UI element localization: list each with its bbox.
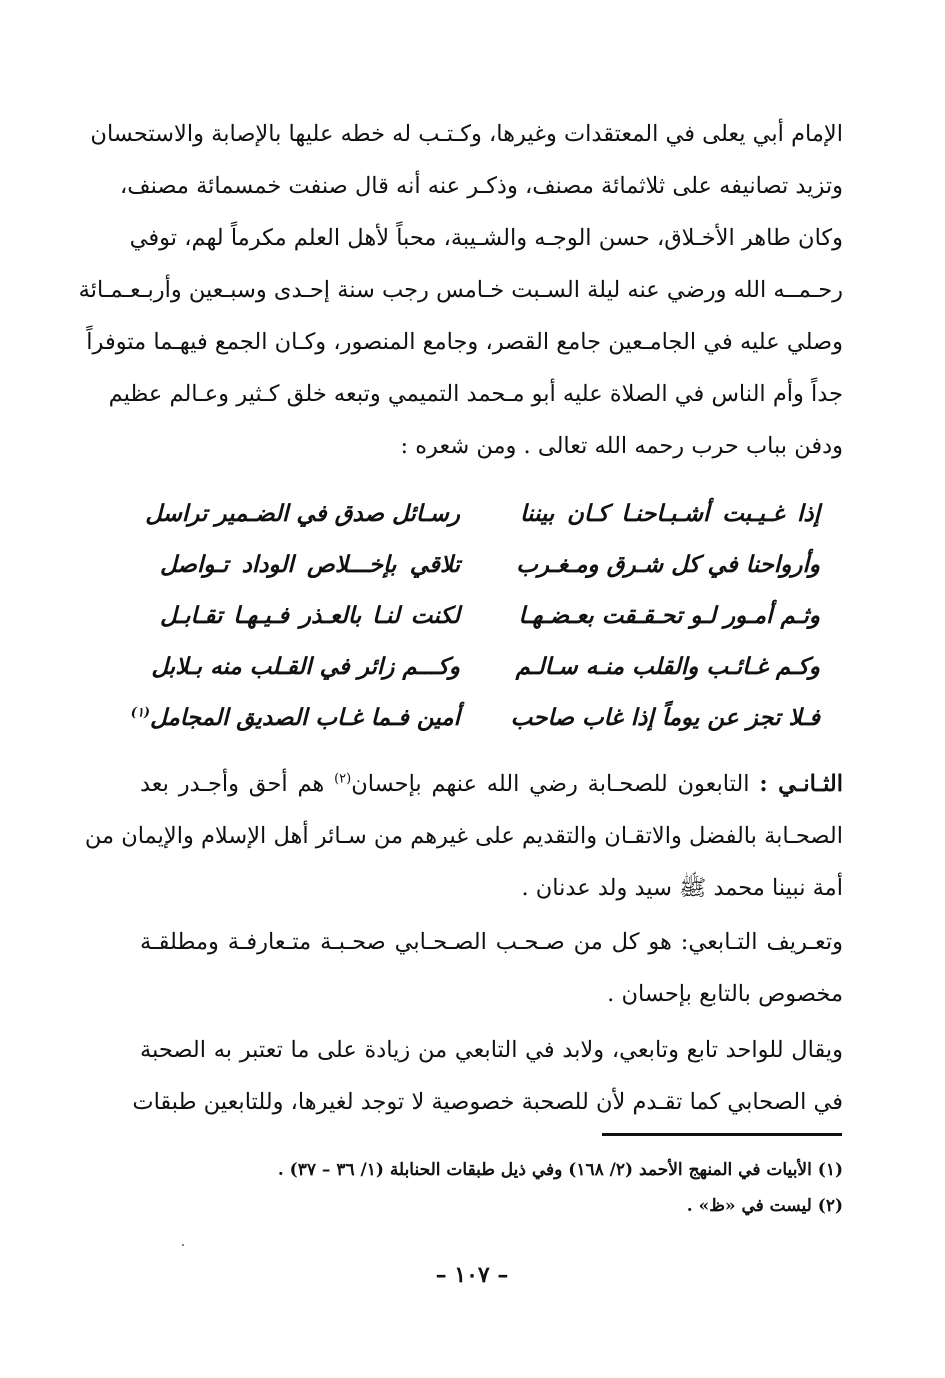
text-line: وتعـريف التـابعي: هو كل من صـحـب الصـحـابي صحـبـة متـعارفـة ومطلقـة: [140, 929, 843, 955]
text-line: ودفن بباب حرب رحمه الله تعالى . ومن شعره :: [400, 433, 843, 459]
verse-first-hemistich: فـلا تجز عن يوماً إذا غاب صاحب: [510, 704, 820, 731]
saying-paragraph: [132, 1024, 843, 1128]
verse-first-hemistich: وكـم غـائـب والقلب منـه سـالـم: [515, 653, 820, 680]
text-line: رحـمــه الله ورضي عنه ليلة السـبت خـامس رجب سنة إحـدى وسبـعين وأربـعـمـائة: [78, 277, 843, 303]
verse-second-hemistich: تلاقي بإخـــلاص الوداد تـواصل: [160, 551, 460, 578]
section-term: الثـانـي :: [759, 771, 844, 797]
text-line: وتزيد تصانيفه على ثلاثمائة مصنف، وذكـر عنه أنه قال صنفت خمسمائة مصنف،: [120, 173, 843, 199]
text-line: مخصوص بالتابع بإحسان .: [607, 981, 843, 1007]
poem-verse: [145, 488, 820, 539]
poem-verse: [160, 539, 820, 590]
text-line: وكان طاهر الأخـلاق، حسن الوجـه والشـيبة، محباً لأهل العلم مكرماً لهم، توفي: [129, 225, 843, 251]
poem-verse: [130, 692, 820, 743]
footnote: (١) الأبيات في المنهج الأحمد (٢/ ١٦٨) وفي ذيل طبقات الحنابلة (١/ ٣٦ – ٣٧) .: [277, 1160, 843, 1180]
verse-second-hemistich: رسـائل صدق في الضـمير تراسل: [145, 500, 460, 527]
text-line: ويقال للواحد تابع وتابعي، ولابد في التابعي من زيادة على ما تعتبر به الصحبة: [140, 1037, 843, 1063]
scan-speck: [182, 1244, 184, 1246]
verse-second-text: أمين فـما غـاب الصديق المجامل: [150, 704, 460, 731]
poem-verse: [160, 590, 820, 641]
poem-verse: [151, 641, 820, 692]
verse-first-hemistich: وثـم أمـور لـو تحـقـقت بعـضـهـا: [518, 602, 820, 629]
text-line: في الصحابي كما تقـدم لأن للصحبة خصوصية لا توجد لغيرها، وللتابعين طبقات: [132, 1089, 843, 1115]
text-line: [140, 758, 843, 810]
footnotes: [140, 1152, 843, 1224]
biography-paragraph: [78, 108, 843, 472]
text-line: وصلي عليه في الجامـعين جامع القصر، وجامع المنصور، وكـان الجمع فيهـما متوفراً: [86, 329, 843, 355]
page-number: – ١٠٧ –: [435, 1262, 509, 1288]
text-line: جداً وأم الناس في الصلاة عليه أبو مـحمد التميمي وتبعه خلق كـثير وعـالم عظيم: [108, 381, 843, 407]
poem: [130, 488, 820, 743]
text-line: أمة نبينا محمد ﷺ سيد ولد عدنان .: [521, 875, 843, 901]
verse-second-hemistich: لكنت لنـا بالعـذر فـيـهـا تقـابـل: [160, 602, 460, 629]
footnote-marker[interactable]: (١): [130, 705, 151, 721]
definition-paragraph: [140, 916, 843, 1020]
footnote: (٢) ليست في «ظ» .: [686, 1196, 843, 1216]
text-line: الصحـابة بالفضل والاتقـان والتقديم على غيرهم من سـائر أهل الإسلام والإيمان من: [84, 823, 843, 849]
footnote-separator: [602, 1133, 842, 1136]
text-fragment: التابعون للصحـابة رضي الله عنهم بإحسان: [351, 771, 760, 797]
verse-second-hemistich: وكـــم زائر في القـلب منه بـلابل: [151, 653, 460, 680]
verse-second-hemistich: [130, 692, 460, 743]
footnote-marker[interactable]: (٢): [334, 771, 352, 787]
verse-first-hemistich: وأرواحنا في كل شـرق ومـغـرب: [516, 551, 820, 578]
verse-first-hemistich: إذا غـيـبت أشـبـاحنـا كـان بيننا: [520, 500, 820, 527]
text-line: الإمام أبي يعلى في المعتقدات وغيرها، وكـتـب له خطه عليها بالإصابة والاستحسان: [90, 121, 843, 147]
tabieen-paragraph: [84, 758, 844, 914]
text-fragment: هم أحق وأجـدر بعد: [140, 771, 335, 797]
